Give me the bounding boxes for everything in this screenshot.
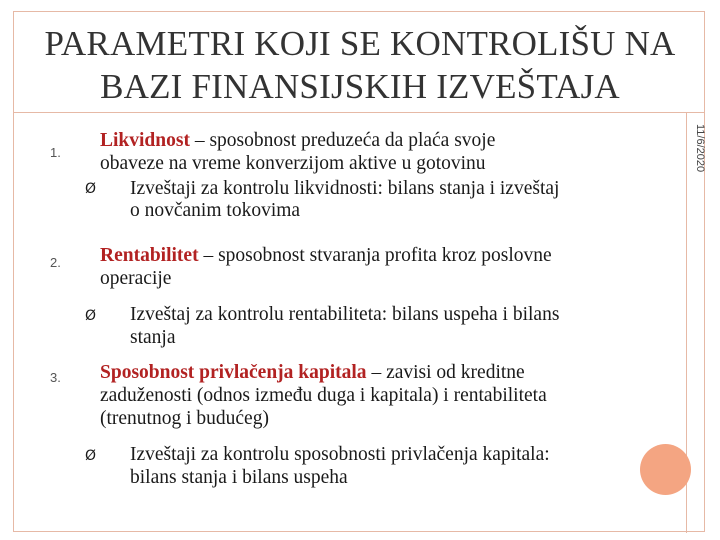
sub-item-line: bilans stanja i bilans uspeha xyxy=(130,467,348,488)
item-description: – sposobnost stvaranja profita kroz poslovne xyxy=(198,245,552,266)
item-text-line xyxy=(100,130,495,152)
item-term: Sposobnost privlačenja kapitala xyxy=(100,362,367,383)
title-line-2: BAZI FINANSIJSKIH IZVEŠTAJA xyxy=(100,67,620,106)
item-description: – sposobnost preduzeća da plaća svoje xyxy=(189,130,496,151)
item-term: Rentabilitet xyxy=(100,245,199,266)
item-text-line: zaduženosti (odnos između duga i kapitala) i rentabiliteta xyxy=(100,385,547,406)
item-text-line: obaveze na vreme konverzijom aktive u gotovinu xyxy=(100,153,486,174)
item-number: 3. xyxy=(50,370,61,385)
arrow-bullet-icon: Ø xyxy=(85,448,97,464)
sub-item-line: Izveštaj za kontrolu rentabiliteta: bilans uspeha i bilans xyxy=(130,304,560,325)
sub-item-line: Izveštaji za kontrolu likvidnosti: bilans stanja i izveštaj xyxy=(130,178,560,199)
sub-item-line: o novčanim tokovima xyxy=(130,200,301,221)
item-text-line: (trenutnog i budućeg) xyxy=(100,408,269,429)
slide-date: 11/6/2020 xyxy=(694,123,706,173)
decorative-circle xyxy=(640,444,691,495)
item-text-line xyxy=(100,245,552,267)
sub-item-line: Izveštaji za kontrolu sposobnosti privlačenja kapitala: xyxy=(130,444,550,465)
item-number: 2. xyxy=(50,255,61,270)
sub-item-line: stanja xyxy=(130,327,176,348)
item-term: Likvidnost xyxy=(100,130,190,151)
arrow-bullet-icon: Ø xyxy=(85,308,97,324)
item-number: 1. xyxy=(50,145,61,160)
item-description: – zavisi od kreditne xyxy=(366,362,525,383)
title-line-1: PARAMETRI KOJI SE KONTROLIŠU NA xyxy=(44,24,676,63)
item-text-line: operacije xyxy=(100,268,172,289)
item-text-line xyxy=(100,362,525,384)
arrow-bullet-icon: Ø xyxy=(85,181,97,197)
